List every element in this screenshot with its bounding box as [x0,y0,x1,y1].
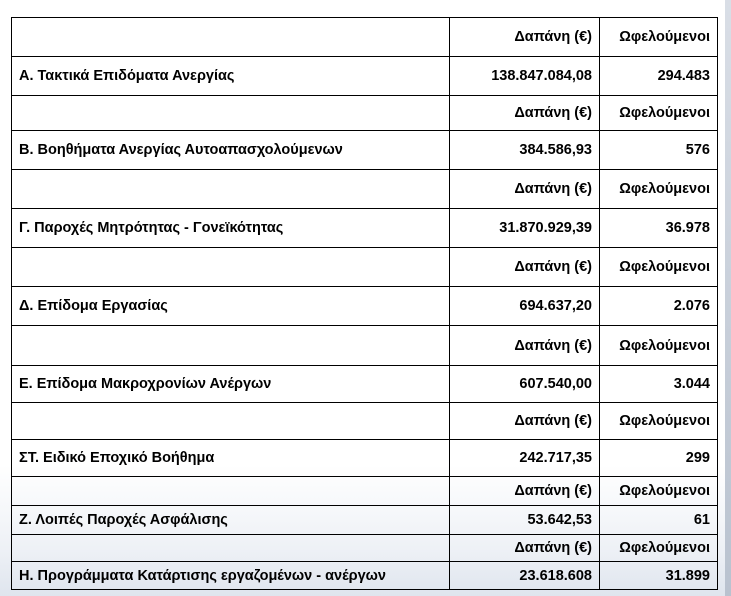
expense-column-header: Δαπάνη (€) [450,170,600,209]
column-header-row [12,535,718,562]
beneficiaries-column-header: Ωφελούμενοι [600,18,718,57]
benefit-category-label: Α. Τακτικά Επιδόματα Ανεργίας [12,57,450,96]
beneficiaries-column-header: Ωφελούμενοι [600,477,718,506]
table-row [12,562,718,590]
beneficiaries-value: 294.483 [600,57,718,96]
benefit-category-label: Γ. Παροχές Μητρότητας - Γονεϊκότητας [12,209,450,248]
expense-value: 694.637,20 [450,287,600,326]
expense-value: 384.586,93 [450,131,600,170]
empty-header-cell [12,96,450,131]
benefits-table [11,17,718,590]
table-row [12,440,718,477]
beneficiaries-column-header: Ωφελούμενοι [600,403,718,440]
empty-header-cell [12,170,450,209]
empty-header-cell [12,535,450,562]
column-header-row [12,248,718,287]
beneficiaries-value: 36.978 [600,209,718,248]
expense-value: 138.847.084,08 [450,57,600,96]
expense-column-header: Δαπάνη (€) [450,326,600,366]
expense-column-header: Δαπάνη (€) [450,248,600,287]
column-header-row [12,403,718,440]
beneficiaries-value: 3.044 [600,366,718,403]
benefit-category-label: ΣΤ. Ειδικό Εποχικό Βοήθημα [12,440,450,477]
table-row [12,506,718,535]
empty-header-cell [12,326,450,366]
expense-value: 53.642,53 [450,506,600,535]
slide-edge-accent [725,0,731,596]
beneficiaries-value: 299 [600,440,718,477]
expense-column-header: Δαπάνη (€) [450,535,600,562]
column-header-row [12,477,718,506]
column-header-row [12,96,718,131]
table-row [12,57,718,96]
empty-header-cell [12,477,450,506]
table-row [12,366,718,403]
empty-header-cell [12,18,450,57]
beneficiaries-column-header: Ωφελούμενοι [600,96,718,131]
empty-header-cell [12,248,450,287]
beneficiaries-value: 61 [600,506,718,535]
expense-value: 31.870.929,39 [450,209,600,248]
beneficiaries-column-header: Ωφελούμενοι [600,326,718,366]
empty-header-cell [12,403,450,440]
benefit-category-label: Δ. Επίδομα Εργασίας [12,287,450,326]
benefits-table-body [12,18,718,590]
expense-value: 242.717,35 [450,440,600,477]
beneficiaries-value: 31.899 [600,562,718,590]
expense-value: 23.618.608 [450,562,600,590]
table-row [12,209,718,248]
column-header-row [12,170,718,209]
benefit-category-label: Β. Βοηθήματα Ανεργίας Αυτοαπασχολούμενων [12,131,450,170]
expense-column-header: Δαπάνη (€) [450,96,600,131]
expense-value: 607.540,00 [450,366,600,403]
column-header-row [12,18,718,57]
beneficiaries-column-header: Ωφελούμενοι [600,535,718,562]
benefit-category-label: Ε. Επίδομα Μακροχρονίων Ανέργων [12,366,450,403]
beneficiaries-value: 576 [600,131,718,170]
beneficiaries-column-header: Ωφελούμενοι [600,248,718,287]
benefit-category-label: Ζ. Λοιπές Παροχές Ασφάλισης [12,506,450,535]
table-row [12,287,718,326]
expense-column-header: Δαπάνη (€) [450,403,600,440]
benefit-category-label: Η. Προγράμματα Κατάρτισης εργαζομένων - ανέργων [12,562,450,590]
expense-column-header: Δαπάνη (€) [450,18,600,57]
expense-column-header: Δαπάνη (€) [450,477,600,506]
beneficiaries-value: 2.076 [600,287,718,326]
table-row [12,131,718,170]
column-header-row [12,326,718,366]
beneficiaries-column-header: Ωφελούμενοι [600,170,718,209]
